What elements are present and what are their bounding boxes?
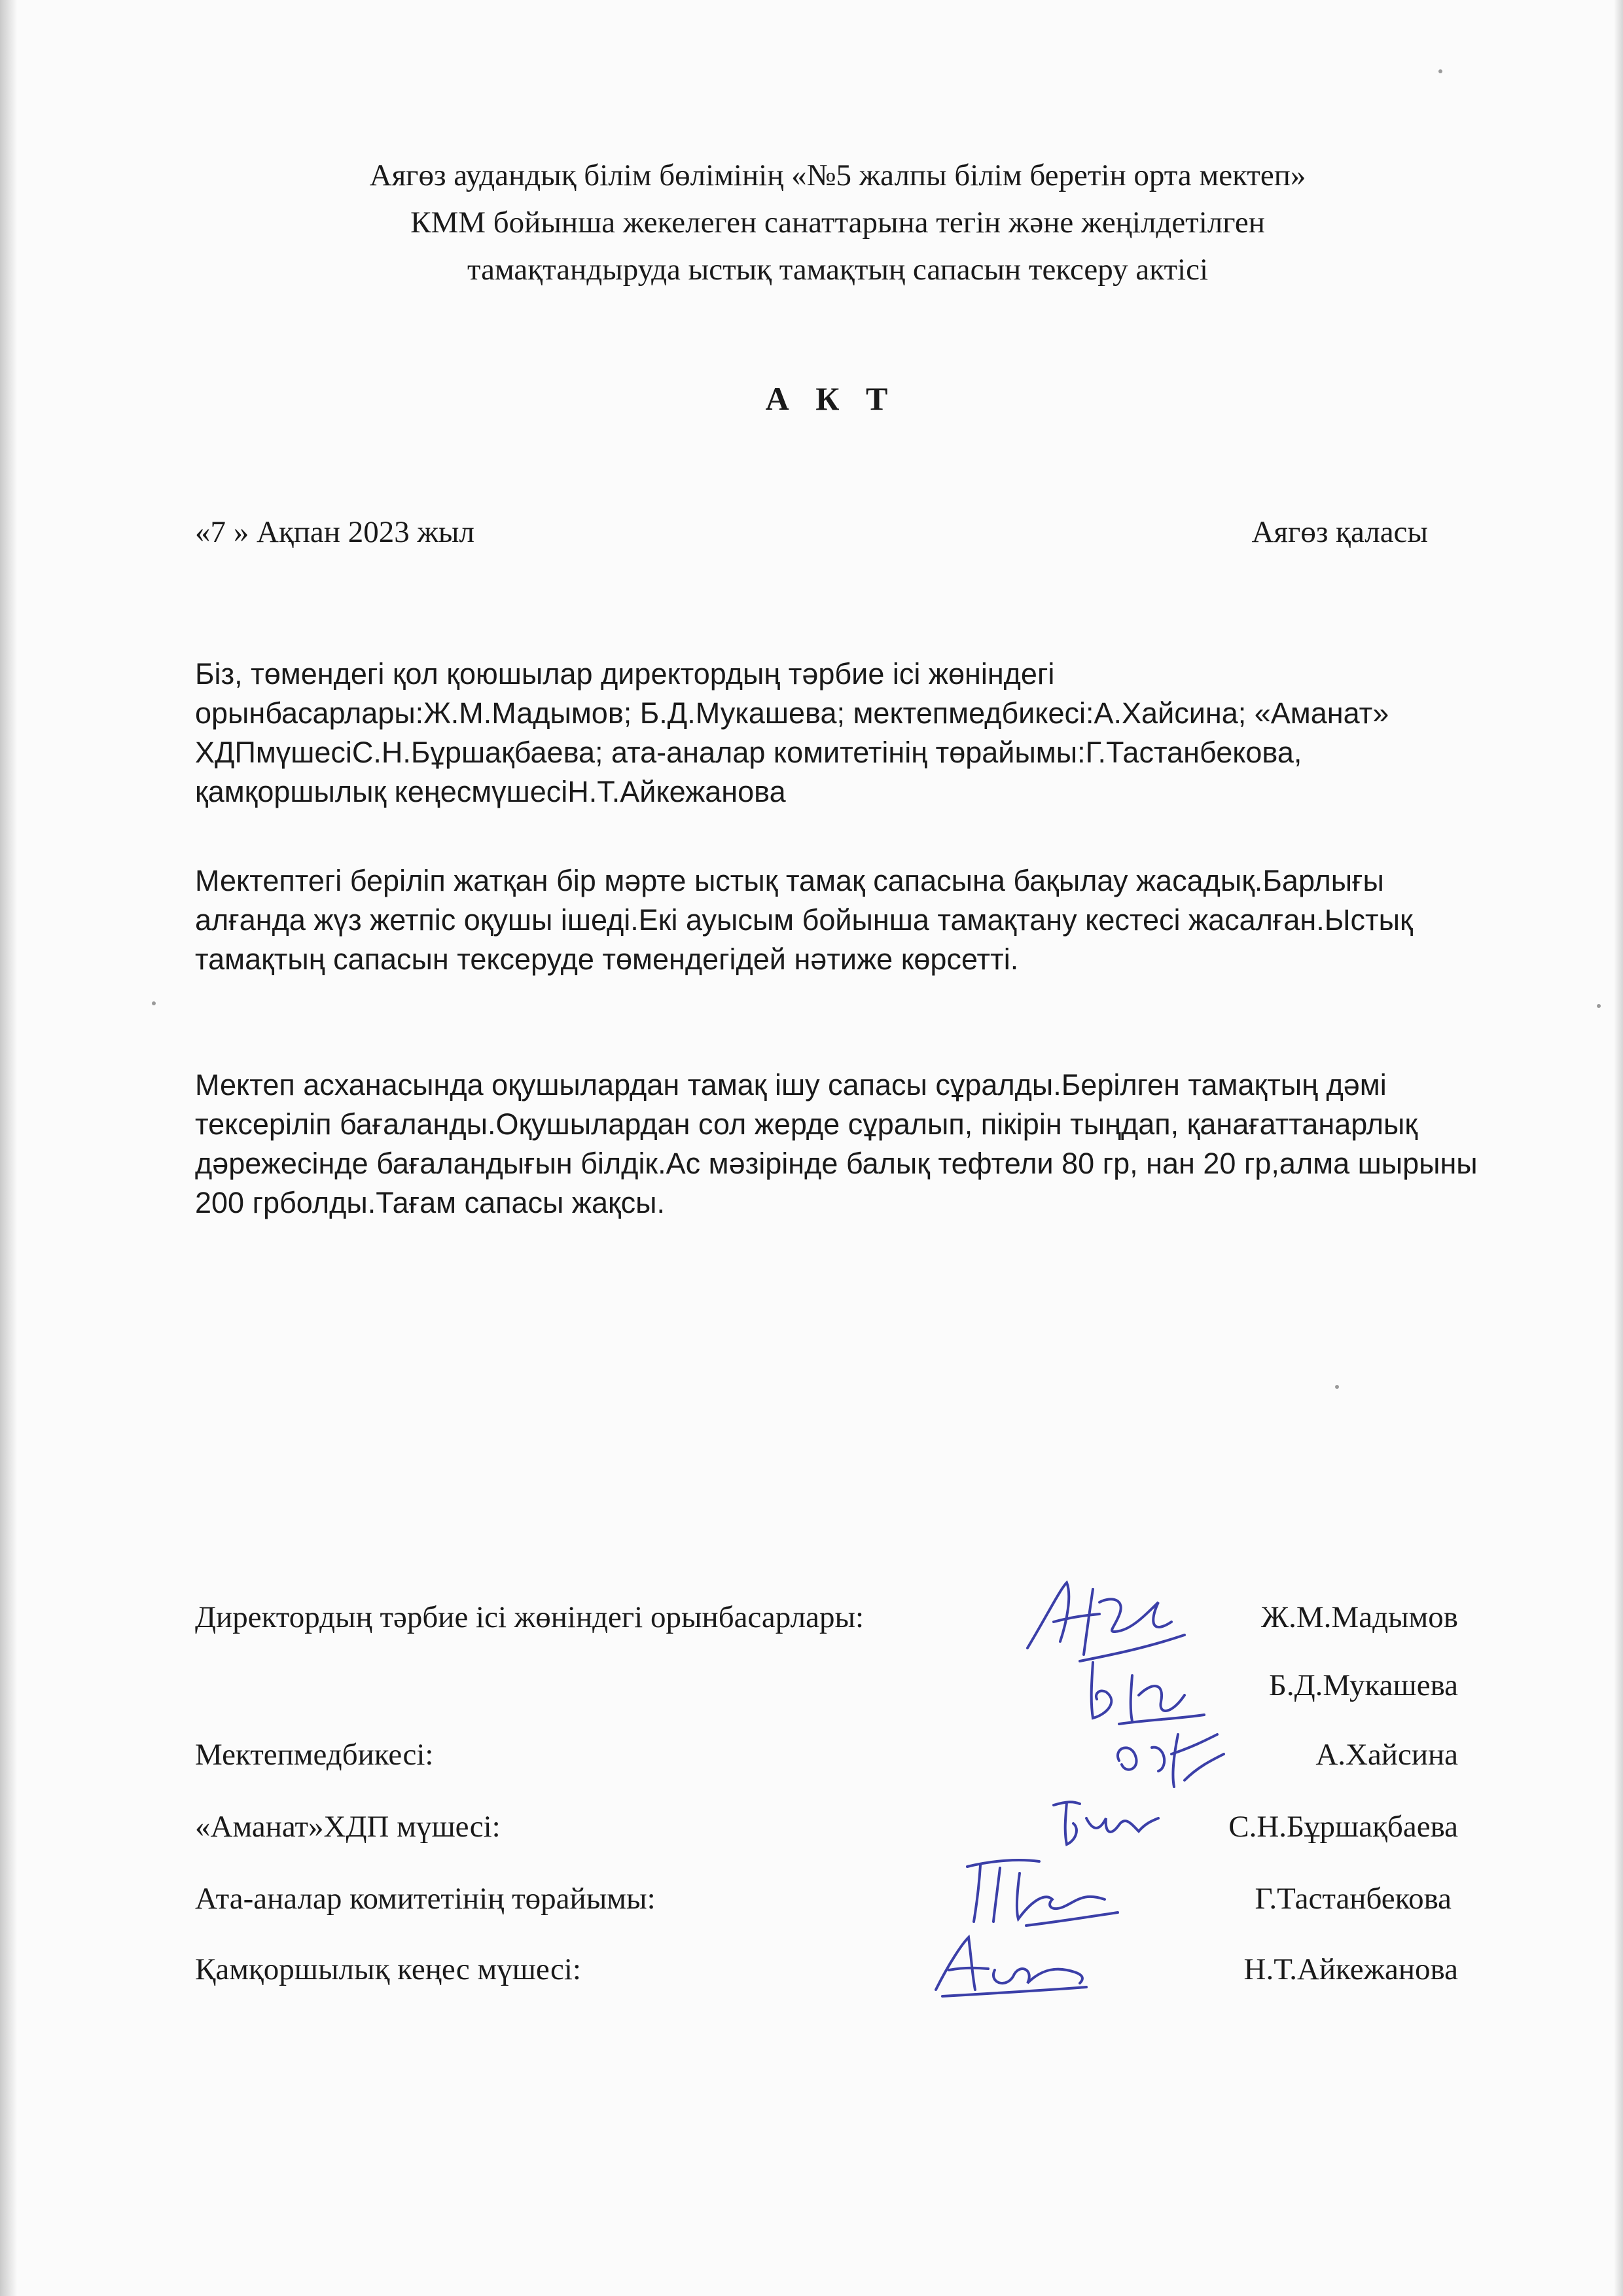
scan-edge-shadow — [0, 0, 17, 2296]
signature-row-4 — [195, 1809, 1458, 1848]
signature-row-3 — [195, 1737, 1458, 1776]
header-line-2: КММ бойынша жекелеген санаттарына тегін және жеңілдетілген — [410, 206, 1265, 240]
signatory-name: А.Хайсина — [1315, 1738, 1458, 1772]
scan-speck — [1438, 69, 1442, 73]
paragraph-control — [195, 861, 1491, 979]
signature-row-6 — [195, 1952, 1458, 1991]
paragraph-1-text: Біз, төмендегі қол қоюшылар директордың тәрбие ісі жөніндегі орынбасарлары:Ж.М.Мадымов; Б.Д.Мукашева; мектепмедбикесі:А.Хайсина; «Аманат» ХДПмүшесіС.Н.Бұршақбаева; ата-аналар комитетінің төрайымы:Г.Тастанбекова, қамқоршылық кеңесмүшесіН.Т.Айкежанова — [195, 657, 1389, 808]
paragraph-participants — [195, 655, 1491, 812]
signatory-role: Мектепмедбикесі: — [195, 1738, 434, 1772]
header-line-3: тамақтандыруда ыстық тамақтың сапасын тексеру актісі — [467, 253, 1209, 287]
signatory-name: Б.Д.Мукашева — [1268, 1668, 1458, 1702]
signatory-name: Ж.М.Мадымов — [1261, 1600, 1458, 1634]
signatory-role: Директордың тәрбие ісі жөніндегі орынбасарлары: — [195, 1600, 865, 1634]
document-date: «7 » Ақпан 2023 жыл — [195, 515, 474, 549]
scan-speck — [1597, 1004, 1601, 1008]
signature-row-5 — [195, 1881, 1452, 1920]
document-title: А К Т — [765, 380, 897, 417]
document-city: Аягөз қаласы — [1251, 515, 1428, 549]
scan-speck — [1335, 1385, 1339, 1389]
header-line-1: Аягөз аудандық білім бөлімінің «№5 жалпы білім беретін орта мектеп» — [369, 158, 1306, 192]
signatory-name: С.Н.Бұршақбаева — [1228, 1810, 1458, 1844]
scan-speck — [152, 1001, 156, 1005]
signatory-role: Қамқоршылық кеңес мүшесі: — [195, 1952, 581, 1986]
signatory-name: Г.Тастанбекова — [1255, 1882, 1452, 1916]
signature-row-2 — [195, 1668, 1458, 1707]
paragraph-results — [195, 1066, 1491, 1223]
document-header — [131, 152, 1544, 293]
paragraph-2-text: Мектептегі беріліп жатқан бір мәрте ыстық тамақ сапасына бақылау жасадық.Барлығы алғанда жүз жетпіс оқушы ішеді.Екі ауысым бойынша тамақтану кестесі жасалған.Ыстық тамақтың сапасын тексеруде төмендегідей нәтиже көрсетті. — [195, 864, 1413, 976]
scan-edge-shadow-right — [1614, 0, 1623, 2296]
signatory-role: Ата-аналар комитетінің төрайымы: — [195, 1882, 656, 1916]
signature-row-1 — [195, 1600, 1458, 1639]
paragraph-3-text: Мектеп асханасында оқушылардан тамақ ішу сапасы сұралды.Берілген тамақтың дәмі тексеріліп бағаланды.Оқушылардан сол жерде сұралып, пікірін тыңдап, қанағаттанарлық дәрежесінде бағаландығын білдік.Ас мәзірінде балық тефтели 80 гр, нан 20 гр,алма шырыны 200 грболды.Тағам сапасы жақсы. — [195, 1068, 1478, 1219]
signatory-role: «Аманат»ХДП мүшесі: — [195, 1810, 501, 1844]
signatory-name: Н.Т.Айкежанова — [1243, 1952, 1458, 1986]
date-line — [195, 514, 1428, 550]
